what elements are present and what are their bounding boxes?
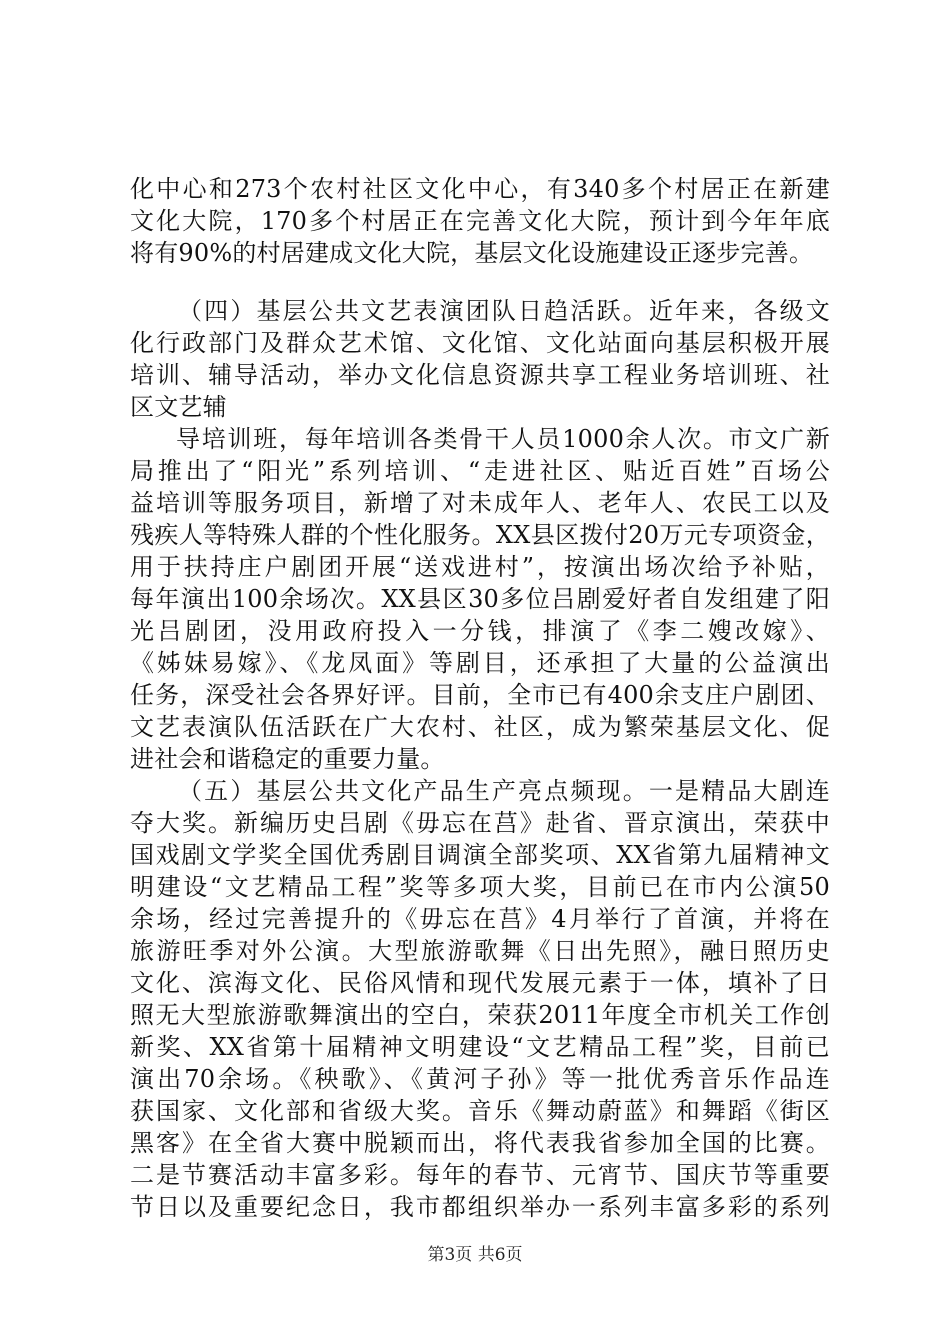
paragraph-facilities-continued — [130, 173, 830, 269]
text-line: （四）基层公共文艺表演团队日趋活跃。近年来，各级文 — [178, 297, 830, 325]
text-line: 二是节赛活动丰富多彩。每年的春节、元宵节、国庆节等重要 — [130, 1161, 830, 1189]
text-line: 用于扶持庄户剧团开展“送戏进村”，按演出场次给予补贴， — [130, 553, 830, 581]
text-line: （五）基层公共文化产品生产亮点频现。一是精品大剧连 — [178, 777, 830, 805]
paragraph-section-four — [130, 295, 830, 423]
text-line: 照无大型旅游歌舞演出的空白，荣获2011年度全市机关工作创 — [130, 1001, 830, 1029]
text-line: 导培训班，每年培训各类骨干人员1000余人次。市文广新 — [176, 425, 830, 453]
paragraph-training — [130, 423, 830, 775]
text-line: 明建设“文艺精品工程”奖等多项大奖，目前已在市内公演50 — [130, 873, 830, 901]
text-line: 化中心和273个农村社区文化中心，有340多个村居正在新建 — [130, 175, 830, 203]
text-line: 进社会和谐稳定的重要力量。 — [130, 745, 445, 773]
text-line: 《姊妹易嫁》、《龙凤面》等剧目，还承担了大量的公益演出 — [130, 649, 830, 677]
text-line: 文化、滨海文化、民俗风情和现代发展元素于一体，填补了日 — [130, 969, 830, 997]
text-line: 益培训等服务项目，新增了对未成年人、老年人、农民工以及 — [130, 489, 830, 517]
document-body — [130, 173, 830, 1223]
text-line: 文艺表演队伍活跃在广大农村、社区，成为繁荣基层文化、促 — [130, 713, 830, 741]
text-line: 将有90%的村居建成文化大院，基层文化设施建设正逐步完善。 — [130, 239, 814, 267]
text-line: 光吕剧团，没用政府投入一分钱，排演了《李二嫂改嫁》、 — [130, 617, 830, 645]
text-line: 化行政部门及群众艺术馆、文化馆、文化站面向基层积极开展 — [130, 329, 830, 357]
text-line: 每年演出100余场次。XX县区30多位吕剧爱好者自发组建了阳 — [130, 585, 830, 613]
text-line: 新奖、XX省第十届精神文明建设“文艺精品工程”奖，目前已 — [130, 1033, 830, 1061]
text-line: 节日以及重要纪念日，我市都组织举办一系列丰富多彩的系列 — [130, 1193, 830, 1221]
paragraph-section-five — [130, 775, 830, 1223]
text-line: 旅游旺季对外公演。大型旅游歌舞《日出先照》，融日照历史 — [130, 937, 830, 965]
text-line: 任务，深受社会各界好评。目前，全市已有400余支庄户剧团、 — [130, 681, 830, 709]
text-line: 局推出了“阳光”系列培训、“走进社区、贴近百姓”百场公 — [130, 457, 830, 485]
text-line: 文化大院，170多个村居正在完善文化大院，预计到今年年底 — [130, 207, 830, 235]
page-number-footer: 第3页 共6页 — [427, 1245, 523, 1265]
text-line: 国戏剧文学奖全国优秀剧目调演全部奖项、XX省第九届精神文 — [130, 841, 830, 869]
text-line: 演出70余场。《秧歌》、《黄河子孙》等一批优秀音乐作品连 — [130, 1065, 830, 1093]
text-line: 获国家、文化部和省级大奖。音乐《舞动蔚蓝》和舞蹈《街区 — [130, 1097, 830, 1125]
text-line: 黑客》在全省大赛中脱颖而出，将代表我省参加全国的比赛。 — [130, 1129, 830, 1157]
text-line: 培训、辅导活动，举办文化信息资源共享工程业务培训班、社 — [130, 361, 830, 389]
text-line: 余场，经过完善提升的《毋忘在莒》4月举行了首演，并将在 — [130, 905, 830, 933]
text-line: 区文艺辅 — [130, 393, 227, 421]
text-line: 夺大奖。新编历史吕剧《毋忘在莒》赴省、晋京演出，荣获中 — [130, 809, 830, 837]
text-line: 残疾人等特殊人群的个性化服务。XX县区拨付20万元专项资金， — [130, 521, 830, 549]
paragraph-gap — [130, 269, 830, 295]
